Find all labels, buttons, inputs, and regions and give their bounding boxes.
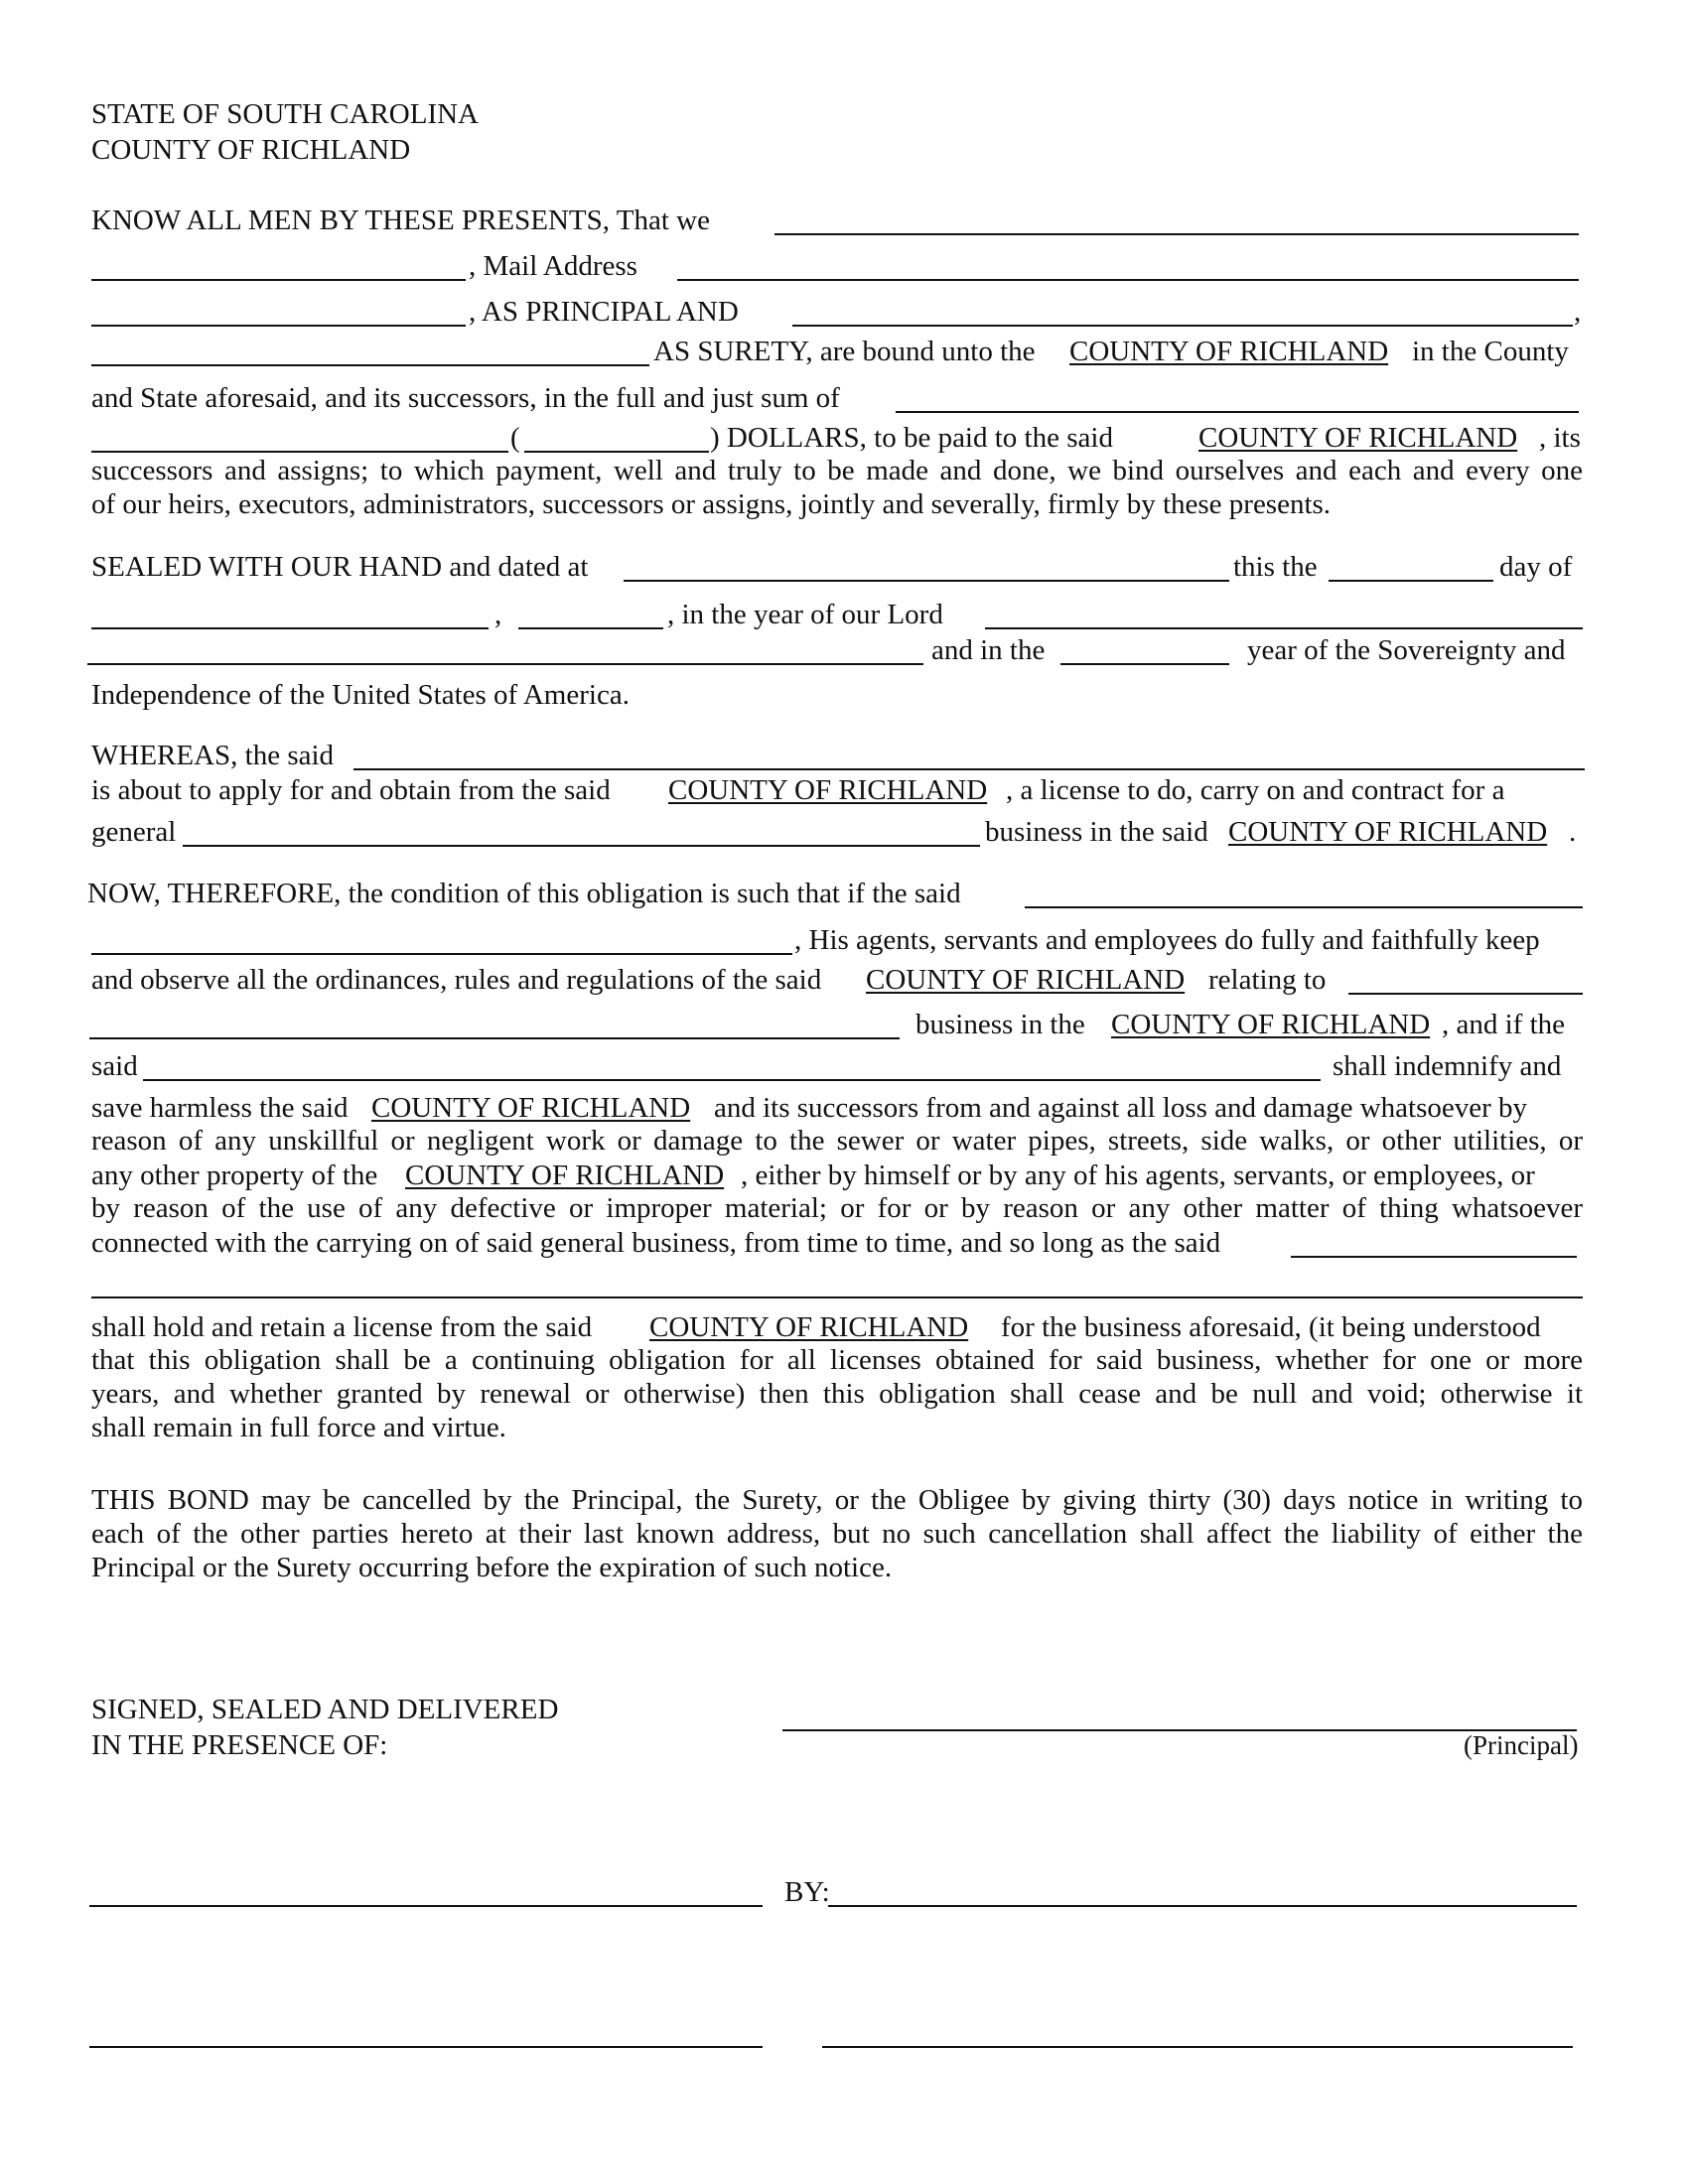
year-lord-cont-field[interactable] (87, 663, 923, 665)
shall-hold-text-a: shall hold and retain a license from the said (91, 1311, 593, 1343)
licensee-name-field[interactable] (1291, 1256, 1577, 1258)
principal-label: (Principal) (1464, 1730, 1579, 1760)
county-name-ref: COUNTY OF RICHLAND (649, 1311, 969, 1343)
header-state-row (91, 96, 1583, 132)
cancellation-line3: Principal or the Surety occurring before the expiration of such notice. (91, 1552, 893, 1583)
by-signature-field[interactable] (828, 1905, 1577, 1907)
cancellation-line1: THIS BOND may be cancelled by the Principal, the Surety, or the Obligee by giving thirty (30) days notice in writing to (91, 1484, 1583, 1516)
comma: , (1574, 296, 1582, 328)
reason-line: reason of any unskillful or negligent work or damage to the sewer or water pipes, streets, side walks, or other utilities, or (91, 1125, 1583, 1157)
shall-hold-row (91, 1309, 1583, 1345)
by-label: BY: (784, 1876, 830, 1908)
observe-text: and observe all the ordinances, rules and regulations of the said (91, 964, 822, 996)
dated-at-field[interactable] (624, 580, 1229, 582)
as-surety-text: AS SURETY, are bound unto the (653, 336, 1036, 367)
cancellation-line2: each of the other parties hereto at their last known address, but no such cancellation shall affect the liability of either the (91, 1518, 1583, 1550)
sum-amount-field[interactable] (524, 451, 709, 453)
principal-name-field[interactable] (774, 233, 1579, 235)
county-name-ref: COUNTY OF RICHLAND (1069, 336, 1389, 367)
its-text: , its (1539, 422, 1581, 454)
county-name-ref: COUNTY OF RICHLAND (1228, 816, 1548, 848)
year-of-lord-text: , in the year of our Lord (667, 599, 943, 630)
sealed-with-text: SEALED WITH OUR HAND and dated at (91, 551, 589, 583)
successors-line: successors and assigns; to which payment, well and truly to be made and done, we bind ourselves and each and every one (91, 455, 1583, 486)
business-in-text: business in the said (985, 816, 1208, 848)
his-agents-text: , His agents, servants and employees do fully and faithfully keep (794, 924, 1540, 956)
license-text: , a license to do, carry on and contract for a (1006, 774, 1505, 806)
whereas-row (91, 738, 1583, 773)
licensee-name-cont-field[interactable] (91, 1297, 1583, 1298)
witness-signature-field-2[interactable] (89, 2046, 763, 2048)
about-to-apply-text: is about to apply for and obtain from the said (91, 774, 611, 806)
mail-address-row (91, 248, 1583, 284)
sovereignty-row (91, 632, 1583, 668)
header-county-row (91, 132, 1583, 168)
condition-text: NOW, THEREFORE, the condition of this obligation is such that if the said (87, 878, 961, 909)
sealed-row (91, 549, 1583, 585)
sum-row (91, 380, 1583, 416)
as-surety-row (91, 334, 1583, 369)
independence-text: Independence of the United States of America. (91, 679, 630, 711)
heirs-line: of our heirs, executors, administrators, successors or assigns, jointly and severally, firmly by these presents. (91, 488, 1332, 520)
month-field[interactable] (91, 627, 489, 629)
indemnify-row (91, 1048, 1583, 1084)
surety-name-cont-field[interactable] (91, 364, 649, 366)
in-presence-text: IN THE PRESENCE OF: (91, 1729, 388, 1761)
year-lord-field[interactable] (985, 627, 1583, 629)
indemnifier-name-field[interactable] (143, 1079, 1321, 1081)
save-harmless-text-a: save harmless the said (91, 1092, 349, 1124)
signed-sealed-text: SIGNED, SEALED AND DELIVERED (91, 1694, 559, 1725)
condition-name-field[interactable] (1025, 906, 1583, 908)
county-name-ref: COUNTY OF RICHLAND (1198, 422, 1518, 454)
period: . (1569, 816, 1577, 848)
mail-address-field[interactable] (677, 279, 1579, 281)
save-harmless-text-b: and its successors from and against all loss and damage whatsoever by (714, 1092, 1528, 1124)
county-name-ref: COUNTY OF RICHLAND (866, 964, 1186, 996)
save-harmless-row (91, 1090, 1583, 1126)
shall-hold-text-b: for the business aforesaid, (it being understood (1001, 1311, 1541, 1343)
county-name-ref: COUNTY OF RICHLAND (668, 774, 988, 806)
in-the-county-text: in the County (1412, 336, 1569, 367)
relating-business-cont-field[interactable] (89, 1037, 900, 1039)
apply-row (91, 772, 1583, 808)
and-in-the-text: and in the (931, 634, 1046, 666)
license-terms-line4: shall remain in full force and virtue. (91, 1412, 506, 1443)
principal-signature-field[interactable] (782, 1729, 1577, 1731)
sum-words-field[interactable] (896, 411, 1579, 413)
header-county: COUNTY OF RICHLAND (91, 134, 411, 166)
business-type-field[interactable] (183, 845, 980, 847)
said-text: said (91, 1050, 138, 1082)
condition-name-cont-field[interactable] (91, 953, 792, 955)
his-agents-row (91, 922, 1583, 958)
indemnify-text: shall indemnify and (1333, 1050, 1562, 1082)
witness-signature-field-1[interactable] (89, 1905, 763, 1907)
and-if-the-text: , and if the (1442, 1009, 1566, 1040)
general-text: general (91, 816, 177, 848)
relating-business-field[interactable] (1348, 993, 1583, 995)
sum-words-cont-field[interactable] (91, 451, 508, 453)
county-name-ref: COUNTY OF RICHLAND (371, 1092, 691, 1124)
mail-address-label: , Mail Address (469, 250, 637, 282)
as-principal-label: , AS PRINCIPAL AND (469, 296, 739, 328)
county-name-ref: COUNTY OF RICHLAND (1111, 1009, 1431, 1040)
relating-to-text: relating to (1208, 964, 1327, 996)
condition-row (87, 876, 1583, 911)
property-text-a: any other property of the (91, 1160, 378, 1191)
license-terms-line3: years, and whether granted by renewal or otherwise) then this obligation shall cease and be null and void; otherwise it (91, 1378, 1583, 1410)
whereas-said-text: WHEREAS, the said (91, 740, 335, 771)
business-in-the-row (91, 1007, 1583, 1042)
license-terms-line2: that this obligation shall be a continuing obligation for all licenses obtained for said business, whether for one or more (91, 1344, 1583, 1376)
dollars-text: ) DOLLARS, to be paid to the said (710, 422, 1113, 454)
year-of-lord-row (91, 597, 1583, 632)
this-the-text: this the (1233, 551, 1318, 583)
signed-sealed-row (91, 1692, 1583, 1727)
comma: , (494, 599, 502, 630)
county-name-ref: COUNTY OF RICHLAND (405, 1160, 725, 1191)
mail-address-cont-field[interactable] (91, 325, 466, 327)
know-all-text: KNOW ALL MEN BY THESE PRESENTS, That we (91, 205, 710, 236)
connected-row (91, 1225, 1583, 1261)
year-short-field[interactable] (518, 627, 663, 629)
as-principal-row (91, 294, 1583, 330)
business-in-the-text: business in the (915, 1009, 1085, 1040)
header-state: STATE OF SOUTH CAROLINA (91, 98, 479, 130)
title-signature-field[interactable] (822, 2046, 1573, 2048)
principal-name-cont-field[interactable] (91, 279, 466, 281)
independence-row (91, 677, 1583, 713)
day-field[interactable] (1329, 580, 1493, 582)
observe-row (91, 962, 1583, 998)
open-paren: ( (510, 422, 520, 454)
in-presence-row (91, 1727, 1583, 1763)
know-all-row (91, 203, 1583, 238)
connected-text: connected with the carrying on of said general business, from time to time, and so long as the said (91, 1227, 1221, 1259)
whereas-name-field[interactable] (353, 768, 1585, 770)
property-text-b: , either by himself or by any of his agents, servants, or employees, or (741, 1160, 1535, 1191)
dollars-row (91, 420, 1583, 456)
property-row (91, 1158, 1583, 1193)
surety-name-field[interactable] (792, 325, 1573, 327)
state-aforesaid-text: and State aforesaid, and its successors, in the full and just sum of (91, 382, 840, 414)
day-of-text: day of (1499, 551, 1573, 583)
defective-line: by reason of the use of any defective or improper material; or for or by reason or any other matter of thing whatsoever (91, 1192, 1583, 1224)
sovereignty-text: year of the Sovereignty and (1247, 634, 1566, 666)
general-business-row (91, 814, 1583, 850)
sovereignty-year-field[interactable] (1060, 663, 1229, 665)
